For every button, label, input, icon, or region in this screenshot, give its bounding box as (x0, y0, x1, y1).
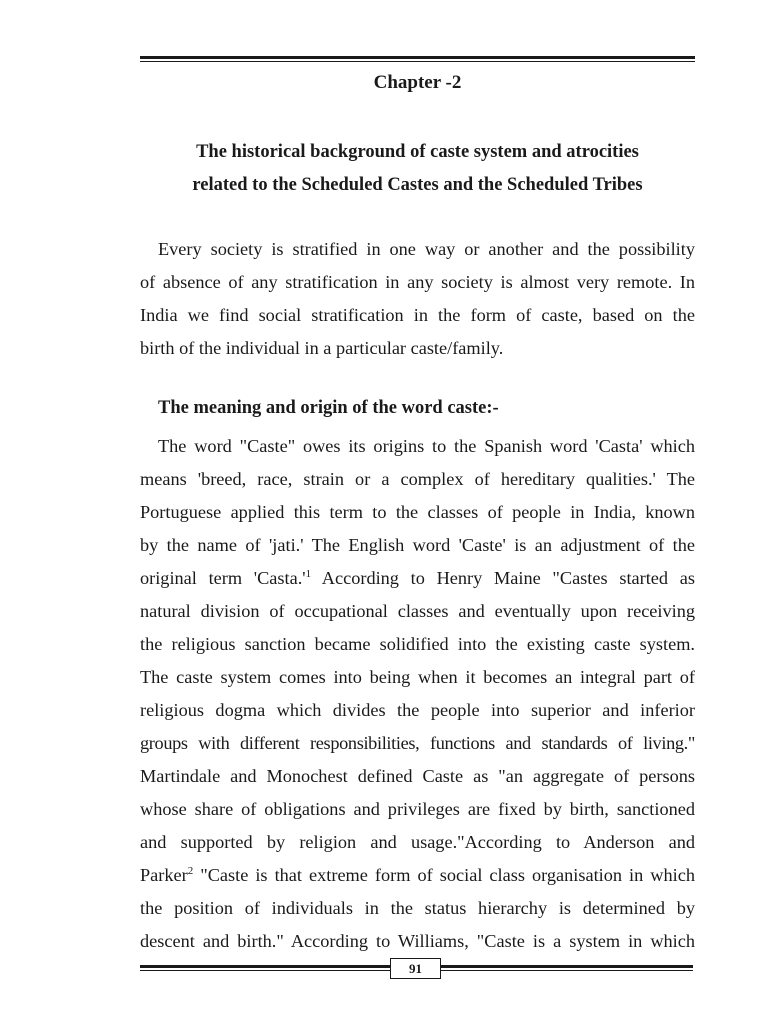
page-footer (140, 958, 693, 978)
paragraph-line: The word "Caste" owes its origins to the Spanish word 'Casta' which (158, 436, 695, 456)
paragraph-line: and supported by religion and usage."According to Anderson and (140, 832, 695, 852)
paragraph-line: Every society is stratified in one way or another and the possibility (158, 239, 695, 259)
paragraph-line: religious dogma which divides the people into superior and inferior (140, 700, 695, 720)
section-heading: The meaning and origin of the word caste:- (158, 398, 499, 418)
footnote-ref: 2 (187, 864, 194, 877)
chapter-title-line: related to the Scheduled Castes and the Scheduled Tribes (192, 175, 643, 195)
footnote-ref: 1 (305, 567, 312, 580)
footer-rule (140, 965, 390, 971)
paragraph-line: whose share of obligations and privileges are fixed by birth, sanctioned (140, 799, 695, 819)
paragraph-line: The caste system comes into being when it becomes an integral part of (140, 667, 695, 687)
chapter-label: Chapter -2 (373, 72, 462, 93)
paragraph-line: India we find social stratification in the form of caste, based on the (140, 305, 695, 325)
paragraph-line: the religious sanction became solidified into the existing caste system. (140, 634, 695, 654)
paragraph-line: descent and birth." According to Williams, "Caste is a system in which (140, 931, 695, 951)
footer-rule (441, 965, 693, 971)
intro-paragraph (140, 233, 695, 365)
paragraph-line: Portuguese applied this term to the classes of people in India, known (140, 502, 695, 522)
paragraph-line (140, 859, 695, 892)
chapter-title-line: The historical background of caste system and atrocities (196, 142, 639, 162)
paragraph-line: birth of the individual in a particular caste/family. (140, 338, 504, 358)
paragraph-line (140, 562, 695, 595)
paragraph-line: the position of individuals in the status hierarchy is determined by (140, 898, 695, 918)
chapter-title (140, 136, 695, 202)
paragraph-line: Martindale and Monochest defined Caste as "an aggregate of persons (140, 766, 695, 786)
paragraph-line: of absence of any stratification in any society is almost very remote. In (140, 272, 695, 292)
paragraph-line: by the name of 'jati.' The English word 'Caste' is an adjustment of the (140, 535, 695, 555)
paragraph-line: groups with different responsibilities, functions and standards of living." (140, 733, 695, 753)
body-paragraph (140, 430, 695, 958)
line-text: original term 'Casta.' (140, 568, 306, 588)
paragraph-line: means 'breed, race, strain or a complex of hereditary qualities.' The (140, 469, 695, 489)
header-rule (140, 56, 695, 62)
line-text: Parker (140, 865, 188, 885)
line-text: "Caste is that extreme form of social class organisation in which (193, 865, 695, 885)
page-number: 91 (390, 958, 441, 979)
line-text: According to Henry Maine "Castes started as (311, 568, 695, 588)
paragraph-line: natural division of occupational classes and eventually upon receiving (140, 601, 695, 621)
